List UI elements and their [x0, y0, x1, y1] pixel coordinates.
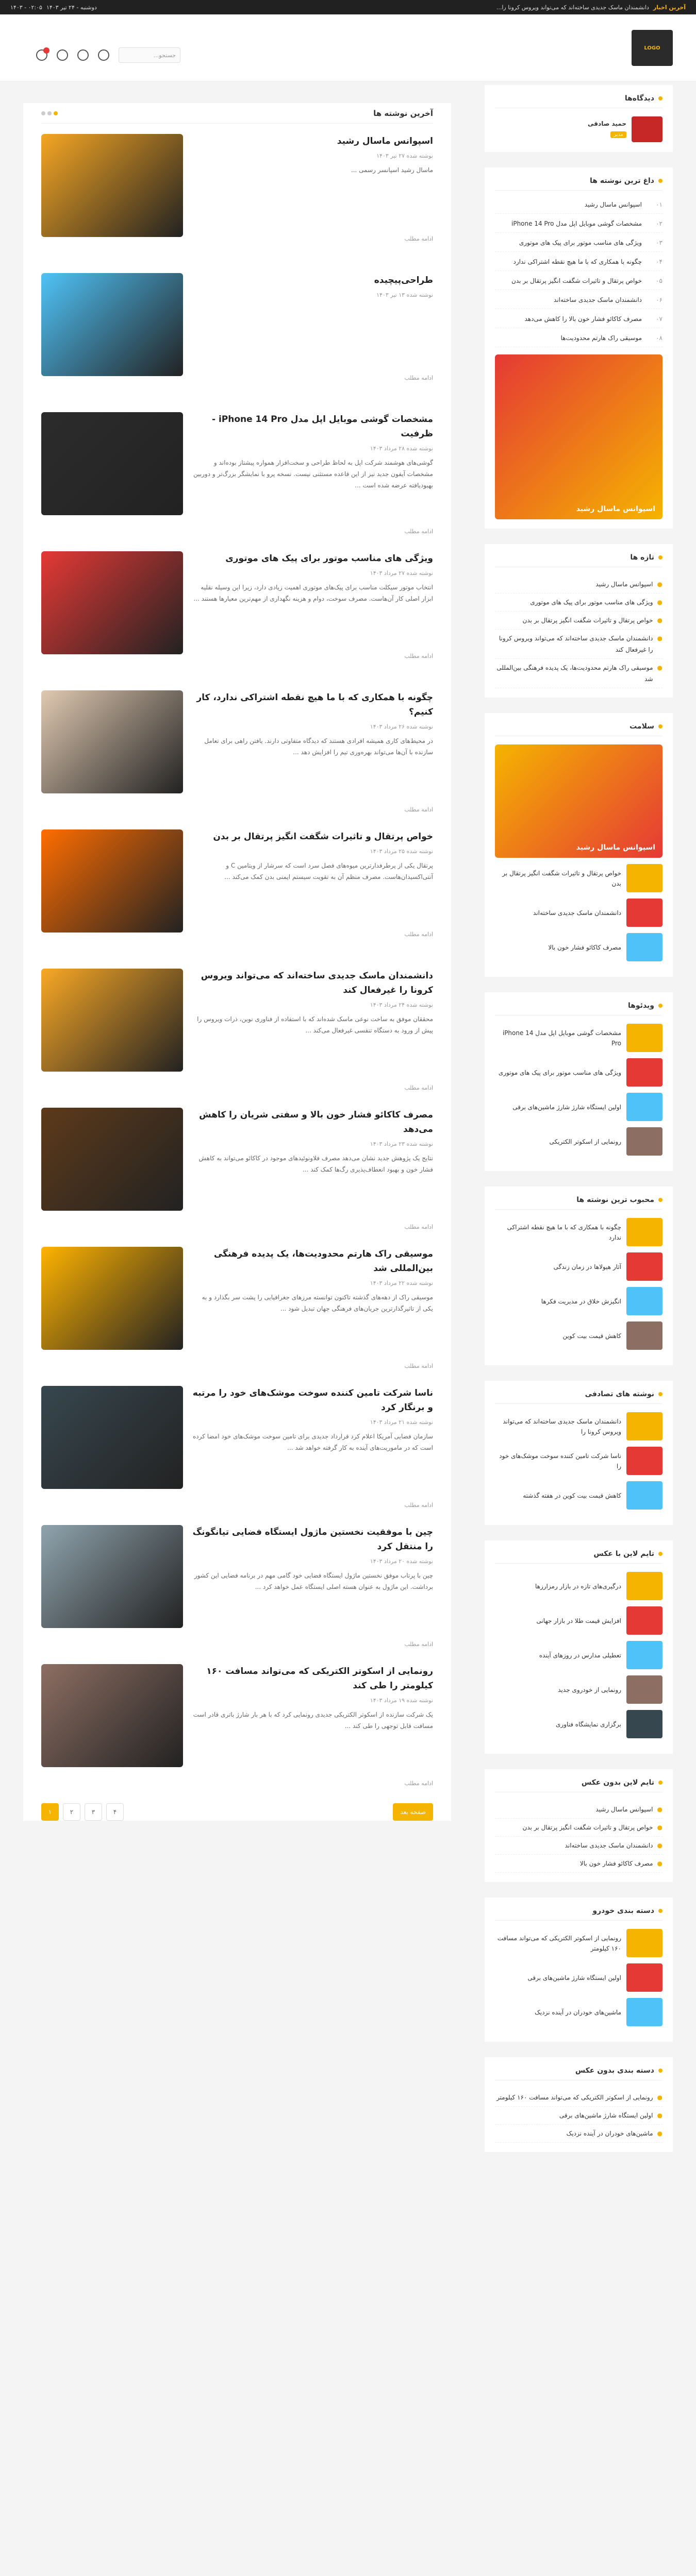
item-title[interactable]: ویژگی های مناسب موتور برای پیک های موتوری	[498, 1069, 621, 1076]
post-thumbnail[interactable]	[41, 969, 183, 1072]
item-title[interactable]: مصرف کاکائو فشار خون بالا	[548, 943, 621, 951]
post-title[interactable]: موسیقی راک هارتم محدودیت‌ها، یک پدیده فرهنگی بین‌المللی شد	[213, 1249, 433, 1274]
widget-latest	[485, 544, 673, 698]
post-item	[41, 1664, 433, 1787]
widget-item[interactable]	[495, 1058, 662, 1087]
widget-item[interactable]	[495, 1998, 662, 2026]
banner-caption: اسپوانس ماسال رشید	[576, 843, 655, 852]
post-meta: نوشته شده ۲۵ مرداد ۱۴۰۳	[370, 848, 433, 855]
post-thumbnail[interactable]	[41, 412, 183, 515]
page-button[interactable]: ۴	[106, 1803, 124, 1821]
post-excerpt: پرتقال یکی از پرطرفدارترین میوه‌های فصل سرد است که سرشار از ویتامین C و آنتی‌اکسیدان‌هاست. مصرف منظم آن به تقویت سیستم ایمنی بدن کمک می‌کند ...	[224, 862, 433, 880]
widget-item[interactable]	[495, 1218, 662, 1246]
widget-item[interactable]	[495, 1641, 662, 1669]
item-thumbnail[interactable]	[626, 1024, 662, 1052]
ticker-label: آخرین اخبار	[653, 4, 686, 11]
post-item	[41, 412, 433, 535]
item-thumbnail[interactable]	[626, 1998, 662, 2026]
post-excerpt: نتایج یک پژوهش جدید نشان می‌دهد مصرف فلاونوئیدهای موجود در کاکائو می‌تواند به کاهش فشار خون و بهبود انعطاف‌پذیری رگ‌ها کمک کند ...	[198, 1155, 433, 1173]
post-title[interactable]: رونمایی از اسکوتر الکتریکی که می‌تواند مسافت ۱۶۰ کیلومتر را طی کند	[206, 1666, 433, 1691]
hot-number: ۰۵	[656, 277, 662, 284]
avatar[interactable]	[632, 116, 662, 142]
item-title[interactable]: رونمایی از اسکوتر الکتریکی که می‌تواند مسافت ۱۶۰ کیلومتر	[497, 1934, 621, 1952]
post-thumbnail[interactable]	[41, 551, 183, 654]
hot-title[interactable]: اسپوانس ماسال رشید	[584, 201, 642, 208]
widget-item[interactable]	[495, 1837, 662, 1855]
widget-item[interactable]	[495, 1963, 662, 1992]
widget-title: دسته بندی بدون عکس	[575, 2066, 654, 2075]
bullet-icon: ●	[657, 1860, 662, 1867]
section-dots	[41, 111, 58, 115]
post-meta: نوشته شده ۱۹ مرداد ۱۴۰۳	[370, 1697, 433, 1704]
post-excerpt: گوشی‌های هوشمند شرکت اپل به لحاظ طراحی و سخت‌افزار همواره پیشتاز بوده‌اند و مشخصات آیفون جدید نیز از این قاعده مستثنی نیست. نسخه پرو با نمایشگر بزرگ‌تر و دوربین بهبودیافته عرضه شده است ...	[193, 459, 433, 489]
item-title[interactable]: دانشمندان ماسک جدیدی ساخته‌اند که می‌تواند ویروس کرونا را غیرفعال کند	[499, 635, 653, 653]
item-title[interactable]: برگزاری نمایشگاه فناوری	[556, 1720, 621, 1728]
post-meta: نوشته شده ۲۷ مرداد ۱۴۰۳	[370, 570, 433, 577]
item-title[interactable]: اسپوانس ماسال رشید	[595, 581, 653, 588]
item-title[interactable]: دانشمندان ماسک جدیدی ساخته‌اند	[565, 1842, 653, 1849]
hot-item[interactable]	[495, 218, 662, 233]
bullet-icon: ●	[657, 599, 662, 606]
post-excerpt: سازمان فضایی آمریکا اعلام کرد قرارداد جدیدی برای تامین سوخت موشک‌های خود امضا کرده است که در ماموریت‌های آینده به کار گرفته خواهد شد ...	[192, 1433, 433, 1451]
item-title[interactable]: ماشین‌های خودران در آینده نزدیک	[535, 2008, 621, 2016]
item-title[interactable]: آثار هیولاها در زمان زندگی	[553, 1263, 621, 1270]
hot-item[interactable]	[495, 332, 662, 347]
hot-number: ۰۱	[656, 201, 662, 208]
post-thumbnail[interactable]	[41, 1108, 183, 1211]
latest-posts-header	[41, 103, 433, 124]
widget-item[interactable]	[495, 1710, 662, 1738]
widget-title: تازه ها	[630, 553, 654, 562]
bullet-icon: ●	[657, 1842, 662, 1849]
post-title[interactable]: خواص پرتقال و تاثیرات شگفت انگیز پرتقال بر بدن	[213, 832, 433, 842]
item-thumbnail[interactable]	[626, 933, 662, 961]
widget-item[interactable]	[495, 1412, 662, 1440]
widget-popular	[485, 1187, 673, 1365]
widget-item[interactable]	[495, 1321, 662, 1350]
widget-item[interactable]	[495, 1572, 662, 1600]
section-title: آخرین نوشته ها	[373, 108, 433, 118]
widget-header	[495, 553, 662, 567]
post-title[interactable]: مشخصات گوشی موبایل اپل مدل iPhone 14 Pro - ظرفیت	[211, 414, 433, 439]
hot-banner[interactable]	[495, 354, 662, 519]
post-body	[192, 1247, 433, 1369]
item-title[interactable]: تعطیلی مدارس در روزهای آینده	[539, 1651, 621, 1659]
item-title[interactable]: مصرف کاکائو فشار خون بالا	[579, 1860, 653, 1867]
widget-editor	[485, 85, 673, 152]
post-item	[41, 273, 433, 392]
hot-title[interactable]: خواص پرتقال و تاثیرات شگفت انگیز پرتقال بر بدن	[511, 277, 642, 284]
widget-item[interactable]	[495, 630, 662, 659]
post-excerpt	[192, 303, 433, 371]
item-thumbnail[interactable]	[626, 1252, 662, 1281]
item-title[interactable]: ماشین‌های خودران در آینده نزدیک	[566, 2130, 653, 2137]
post-item	[41, 134, 433, 252]
item-thumbnail[interactable]	[626, 1710, 662, 1738]
widget-header	[495, 1196, 662, 1210]
post-body	[192, 134, 433, 252]
post-item	[41, 1386, 433, 1509]
item-thumbnail[interactable]	[626, 1481, 662, 1510]
widget-health	[485, 713, 673, 977]
widget-item[interactable]	[495, 2089, 662, 2107]
hot-number: ۰۸	[656, 334, 662, 342]
item-thumbnail[interactable]	[626, 1412, 662, 1440]
hot-title[interactable]: چگونه با همکاری که با ما هیچ نقطه اشتراکی ندارد	[513, 258, 642, 265]
item-title[interactable]: اولین ایستگاه شارژ ماشین‌های برقی	[559, 2112, 653, 2119]
item-thumbnail[interactable]	[626, 1287, 662, 1315]
hot-number: ۰۴	[656, 258, 662, 265]
widget-dot	[658, 724, 662, 728]
post-body	[192, 829, 433, 948]
post-title[interactable]: دانشمندان ماسک جدیدی ساخته‌اند که می‌تواند ویروس کرونا را غیرفعال کند	[201, 971, 433, 995]
post-title[interactable]: طراحی‌پیچیده	[374, 275, 433, 285]
post-thumbnail[interactable]	[41, 1525, 183, 1628]
widget-timeline	[485, 1769, 673, 1882]
item-title[interactable]: اولین ایستگاه شارژ ماشین‌های برقی	[527, 1974, 621, 1981]
read-more-link[interactable]: ادامه مطلب	[404, 528, 433, 535]
read-more-link[interactable]: ادامه مطلب	[404, 1502, 433, 1509]
post-meta: نوشته شده ۱۳ تیر ۱۴۰۳	[376, 292, 433, 298]
widget-item[interactable]	[495, 1127, 662, 1156]
editor-badge: مدیر	[610, 131, 626, 138]
item-title[interactable]: رونمایی از اسکوتر الکتریکی که می‌تواند مسافت ۱۶۰ کیلومتر	[496, 2094, 653, 2101]
post-meta: نوشته شده ۲۴ مرداد ۱۴۰۳	[370, 1002, 433, 1008]
hot-number: ۰۷	[656, 315, 662, 323]
post-thumbnail[interactable]	[41, 1247, 183, 1350]
page-button[interactable]: ۳	[85, 1803, 102, 1821]
widget-title: دیدگاه‌ها	[624, 94, 654, 103]
widget-item[interactable]	[495, 1024, 662, 1052]
user-icon[interactable]	[98, 49, 109, 61]
read-more-link[interactable]: ادامه مطلب	[404, 1780, 433, 1787]
item-title[interactable]: رونمایی از خودروی جدید	[558, 1686, 621, 1693]
dark-mode-icon[interactable]	[57, 49, 68, 61]
widget-header	[495, 1550, 662, 1564]
item-title[interactable]: رونمایی از اسکوتر الکتریکی	[549, 1138, 621, 1145]
widget-item[interactable]	[495, 2125, 662, 2143]
widget-item[interactable]	[495, 1447, 662, 1475]
cart-icon[interactable]	[36, 49, 47, 61]
widget-dot	[658, 555, 662, 560]
read-more-link[interactable]: ادامه مطلب	[404, 235, 433, 242]
item-title[interactable]: ویژگی های مناسب موتور برای پیک های موتوری	[530, 599, 653, 606]
post-meta: نوشته شده ۲۰ مرداد ۱۴۰۳	[370, 1558, 433, 1565]
widget-item[interactable]	[495, 899, 662, 927]
widget-item[interactable]	[495, 1819, 662, 1837]
header-actions	[36, 47, 180, 63]
post-item	[41, 829, 433, 948]
post-thumbnail[interactable]	[41, 690, 183, 793]
item-thumbnail[interactable]	[626, 1321, 662, 1350]
bullet-icon: ●	[657, 1824, 662, 1831]
item-thumbnail[interactable]	[626, 1127, 662, 1156]
widget-title: داغ ترین نوشته ها	[590, 177, 654, 185]
hot-title[interactable]: موسیقی راک هارتم محدودیت‌ها	[560, 334, 642, 342]
widget-timeline_img	[485, 1540, 673, 1754]
widget-cat_car	[485, 1897, 673, 2042]
hot-title[interactable]: مشخصات گوشی موبایل اپل مدل iPhone 14 Pro	[511, 220, 642, 227]
post-meta: نوشته شده ۲۳ مرداد ۱۴۰۳	[370, 1141, 433, 1147]
post-title[interactable]: مصرف کاکائو فشار خون بالا و سفتی شریان را کاهش می‌دهد	[199, 1110, 433, 1134]
ticker-text[interactable]: دانشمندان ماسک جدیدی ساخته‌اند که می‌تواند ویروس کرونا را...	[496, 4, 649, 11]
widget-cat_noimg	[485, 2057, 673, 2152]
post-body	[192, 551, 433, 670]
widget-header	[495, 2066, 662, 2080]
widget-random	[485, 1381, 673, 1525]
post-item	[41, 969, 433, 1091]
item-title[interactable]: کاهش قیمت بیت کوین	[562, 1332, 621, 1340]
widget-item[interactable]	[495, 864, 662, 892]
hot-number: ۰۶	[656, 296, 662, 303]
post-body	[192, 1386, 433, 1509]
hot-number: ۰۲	[656, 220, 662, 227]
item-title[interactable]: خواص پرتقال و تاثیرات شگفت انگیز پرتقال بر بدن	[522, 1824, 653, 1831]
widget-dot	[658, 1781, 662, 1785]
bullet-icon: ●	[657, 2094, 662, 2101]
bullet-icon: ●	[657, 1806, 662, 1813]
editor-name[interactable]: حمید صادقی	[588, 120, 626, 127]
widget-item[interactable]	[495, 612, 662, 630]
bullet-icon: ●	[657, 635, 662, 642]
widget-header	[495, 1907, 662, 1921]
widget-item[interactable]	[495, 1855, 662, 1873]
post-title[interactable]: چگونه با همکاری که با ما هیچ نقطه اشتراکی ندارد، کار کنیم؟	[196, 692, 433, 717]
bullet-icon: ●	[657, 617, 662, 624]
item-thumbnail[interactable]	[626, 864, 662, 892]
item-title[interactable]: خواص پرتقال و تاثیرات شگفت انگیز پرتقال بر بدن	[502, 869, 621, 887]
post-meta: نوشته شده ۲۲ مرداد ۱۴۰۳	[370, 1280, 433, 1286]
widget-item[interactable]	[495, 1929, 662, 1957]
post-thumbnail[interactable]	[41, 829, 183, 933]
read-more-link[interactable]: ادامه مطلب	[404, 1641, 433, 1648]
widget-banner[interactable]	[495, 744, 662, 858]
widget-item[interactable]	[495, 1606, 662, 1635]
item-thumbnail[interactable]	[626, 1572, 662, 1600]
item-title[interactable]: دانشمندان ماسک جدیدی ساخته‌اند	[533, 909, 621, 917]
widget-item[interactable]	[495, 933, 662, 961]
item-title[interactable]: اولین ایستگاه شارژ شارژ ماشین‌های برقی	[512, 1103, 621, 1111]
widget-item[interactable]	[495, 1252, 662, 1281]
news-ticker[interactable]	[496, 4, 686, 11]
widget-item[interactable]	[495, 1801, 662, 1819]
post-item	[41, 1525, 433, 1648]
read-more-link[interactable]: ادامه مطلب	[404, 1363, 433, 1369]
hot-title[interactable]: دانشمندان ماسک جدیدی ساخته‌اند	[554, 296, 642, 303]
hot-item[interactable]	[495, 199, 662, 214]
item-title[interactable]: مشخصات گوشی موبایل اپل مدل iPhone 14 Pro	[502, 1029, 621, 1047]
item-title[interactable]: دانشمندان ماسک جدیدی ساخته‌اند که می‌تواند ویروس کرونا را	[503, 1417, 621, 1435]
hot-item[interactable]	[495, 294, 662, 309]
post-thumbnail[interactable]	[41, 273, 183, 376]
post-thumbnail[interactable]	[41, 1386, 183, 1489]
item-title[interactable]: کاهش قیمت بیت کوین در هفته گذشته	[523, 1492, 621, 1499]
widget-header	[495, 1778, 662, 1792]
search-icon[interactable]	[77, 49, 89, 61]
read-more-link[interactable]: ادامه مطلب	[404, 1224, 433, 1230]
item-title[interactable]: افزایش قیمت طلا در بازار جهانی	[536, 1617, 621, 1624]
hot-title[interactable]: ویژگی های مناسب موتور برای پیک های موتوری	[519, 239, 642, 246]
post-title[interactable]: چین با موفقیت نخستین ماژول ایستگاه فضایی تیانگونگ را منتقل کرد	[192, 1527, 433, 1552]
widget-title: تایم لاین بدون عکس	[581, 1778, 654, 1787]
post-thumbnail[interactable]	[41, 1664, 183, 1767]
page-button[interactable]: ۱	[41, 1803, 59, 1821]
widget-dot	[658, 1004, 662, 1008]
widget-dot	[658, 1198, 662, 1202]
read-more-link[interactable]: ادامه مطلب	[404, 806, 433, 813]
post-body	[192, 969, 433, 1091]
post-title[interactable]: اسپوانس ماسال رشید	[337, 136, 433, 146]
topbar	[0, 0, 696, 14]
post-excerpt: محققان موفق به ساخت نوعی ماسک شده‌اند که با استفاده از فناوری نوین، ذرات ویروس را پیش از ورود به دستگاه تنفسی غیرفعال می‌کند ...	[197, 1015, 433, 1034]
post-thumbnail[interactable]	[41, 134, 183, 237]
widget-title: نوشته های تصادفی	[585, 1390, 654, 1398]
widget-item[interactable]	[495, 1675, 662, 1704]
item-thumbnail[interactable]	[626, 1093, 662, 1121]
time-text: ۰۲:۰۵ - ۱۴۰۳	[10, 4, 42, 11]
widget-title: تایم لاین با عکس	[593, 1550, 654, 1558]
hot-item[interactable]	[495, 313, 662, 328]
site-logo[interactable]: LOGO	[632, 30, 673, 66]
post-meta: نوشته شده ۲۶ مرداد ۱۴۰۳	[370, 723, 433, 730]
item-thumbnail[interactable]	[626, 1963, 662, 1992]
widget-item[interactable]	[495, 1287, 662, 1315]
item-thumbnail[interactable]	[626, 1058, 662, 1087]
item-title[interactable]: انگیزش خلاق در مدیریت فکرها	[541, 1297, 621, 1305]
widget-dot	[658, 1909, 662, 1913]
datetime	[10, 4, 97, 11]
item-title[interactable]: چگونه با همکاری که با ما هیچ نقطه اشتراکی ندارد	[507, 1223, 621, 1241]
widget-item[interactable]	[495, 659, 662, 688]
post-body	[192, 690, 433, 813]
bullet-icon: ●	[657, 664, 662, 671]
hot-number: ۰۳	[656, 239, 662, 246]
item-thumbnail[interactable]	[626, 1606, 662, 1635]
widget-hot	[485, 167, 673, 529]
item-title[interactable]: ناسا شرکت تامین کننده سوخت موشک‌های خود را	[499, 1452, 621, 1470]
widget-dot	[658, 2069, 662, 2073]
post-excerpt: موسیقی راک از دهه‌های گذشته تاکنون توانسته مرزهای جغرافیایی را پشت سر بگذارد و به یکی از تاثیرگذارترین جریان‌های فرهنگی جهان تبدیل شود ...	[202, 1294, 433, 1312]
widget-item[interactable]	[495, 1093, 662, 1121]
post-excerpt: در محیط‌های کاری همیشه افرادی هستند که دیدگاه متفاوتی دارند. یافتن راهی برای تعامل سازنده با آن‌ها می‌تواند بهره‌وری تیم را افزایش دهد ...	[204, 737, 433, 756]
bullet-icon: ●	[657, 2112, 662, 2119]
post-excerpt: چین با پرتاب موفق نخستین ماژول ایستگاه فضایی خود گامی مهم در برنامه فضایی این کشور برداشت. این ماژول به عنوان هسته اصلی ایستگاه عمل خواهد کرد ...	[194, 1572, 433, 1590]
item-thumbnail[interactable]	[626, 1447, 662, 1475]
hot-item[interactable]	[495, 237, 662, 252]
cart-badge	[43, 47, 49, 54]
post-body	[192, 273, 433, 392]
widget-title: سلامت	[629, 722, 654, 731]
page-button[interactable]: ۲	[63, 1803, 80, 1821]
hot-item[interactable]	[495, 275, 662, 290]
sidebar	[485, 85, 673, 2167]
widget-item[interactable]	[495, 594, 662, 612]
post-meta: نوشته شده ۲۸ مرداد ۱۴۰۳	[370, 445, 433, 452]
hot-title[interactable]: مصرف کاکائو فشار خون بالا را کاهش می‌دهد	[524, 315, 642, 323]
date-text: دوشنبه - ۲۴ تیر ۱۴۰۳	[46, 4, 97, 11]
post-meta: نوشته شده ۲۱ مرداد ۱۴۰۳	[370, 1419, 433, 1426]
post-item	[41, 1247, 433, 1369]
hot-item[interactable]	[495, 256, 662, 271]
site-header	[0, 14, 696, 81]
search-input[interactable]: جستجو...	[119, 47, 180, 63]
item-thumbnail[interactable]	[626, 1641, 662, 1669]
widget-header	[495, 1390, 662, 1404]
widget-dot	[658, 1392, 662, 1396]
post-item	[41, 551, 433, 670]
read-more-link[interactable]: ادامه مطلب	[404, 653, 433, 659]
post-body	[192, 1108, 433, 1230]
pagination	[41, 1803, 433, 1821]
next-page-button[interactable]: صفحه بعد	[393, 1803, 433, 1821]
post-excerpt: ماسال رشید اسپانسر رسمی ...	[351, 166, 433, 174]
banner-caption: اسپوانس ماسال رشید	[576, 505, 655, 513]
post-item	[41, 690, 433, 813]
item-title[interactable]: موسیقی راک هارتم محدودیت‌ها، یک پدیده فرهنگی بین‌المللی شد	[496, 664, 653, 683]
widget-title: محبوب ترین نوشته ها	[576, 1196, 654, 1204]
main-content	[23, 103, 451, 1821]
widget-title: ویدئوها	[627, 1002, 654, 1010]
read-more-link[interactable]: ادامه مطلب	[404, 375, 433, 381]
bullet-icon: ●	[657, 2130, 662, 2137]
read-more-link[interactable]: ادامه مطلب	[404, 931, 433, 938]
post-excerpt: انتخاب موتور سیکلت مناسب برای پیک‌های موتوری اهمیت زیادی دارد، زیرا این وسیله نقلیه ابزار اصلی کار آن‌هاست. مصرف سوخت، دوام و هزینه نگهداری از مهم‌ترین معیارها هستند ...	[193, 584, 433, 602]
widget-dot	[658, 1552, 662, 1556]
post-meta: نوشته شده ۲۷ تیر ۱۴۰۳	[376, 152, 433, 159]
widget-videos	[485, 992, 673, 1171]
post-body	[192, 1664, 433, 1787]
widget-item[interactable]	[495, 575, 662, 594]
item-title[interactable]: اسپوانس ماسال رشید	[595, 1806, 653, 1813]
post-excerpt: یک شرکت سازنده از اسکوتر الکتریکی جدیدی رونمایی کرد که با هر بار شارژ باتری قادر است مسافت قابل توجهی را طی کند ...	[193, 1711, 433, 1730]
item-title[interactable]: درگیری‌های تازه در بازار رمزارزها	[535, 1582, 621, 1590]
item-thumbnail[interactable]	[626, 1675, 662, 1704]
item-title[interactable]: خواص پرتقال و تاثیرات شگفت انگیز پرتقال بر بدن	[522, 617, 653, 624]
read-more-link[interactable]: ادامه مطلب	[404, 1084, 433, 1091]
widget-header	[495, 722, 662, 736]
post-title[interactable]: ناسا شرکت تامین کننده سوخت موشک‌های خود را مرتبه و برنگار کرد	[192, 1388, 433, 1413]
item-thumbnail[interactable]	[626, 899, 662, 927]
widget-header	[495, 1002, 662, 1015]
post-item	[41, 1108, 433, 1230]
widget-title: دسته بندی خودرو	[592, 1907, 654, 1915]
post-body	[192, 412, 433, 535]
widget-item[interactable]	[495, 2107, 662, 2125]
item-thumbnail[interactable]	[626, 1929, 662, 1957]
post-title[interactable]: ویژگی های مناسب موتور برای پیک های موتوری	[225, 553, 433, 564]
bullet-icon: ●	[657, 581, 662, 588]
widget-item[interactable]	[495, 1481, 662, 1510]
post-body	[192, 1525, 433, 1648]
item-thumbnail[interactable]	[626, 1218, 662, 1246]
